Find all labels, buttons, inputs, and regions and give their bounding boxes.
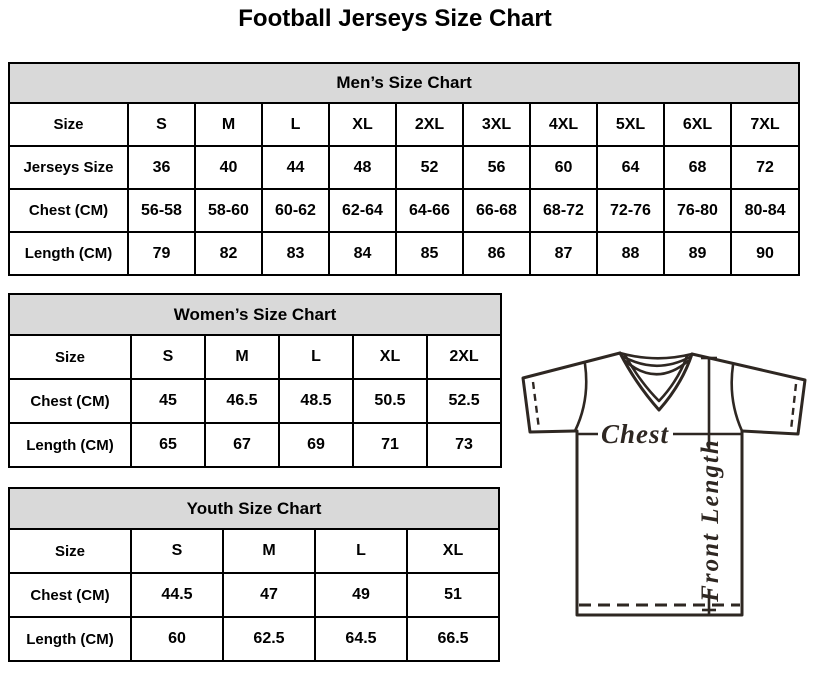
table-title-row: [9, 294, 501, 335]
value-cell: 82: [195, 232, 262, 275]
value-cell: 60-62: [262, 189, 329, 232]
value-cell: 83: [262, 232, 329, 275]
value-cell: 62.5: [223, 617, 315, 661]
value-cell: 71: [353, 423, 427, 467]
front-length-label: Front Length: [697, 438, 724, 602]
table-row: [9, 529, 499, 573]
table-title: Women’s Size Chart: [9, 294, 501, 335]
value-cell: 84: [329, 232, 396, 275]
row-label-cell: Chest (CM): [9, 189, 128, 232]
table-title: Youth Size Chart: [9, 488, 499, 529]
table-row: [9, 232, 799, 275]
jersey-left-armhole-seam: [575, 364, 586, 431]
womens-size-table: [8, 293, 502, 468]
row-label-cell: Size: [9, 529, 131, 573]
page-title: Football Jerseys Size Chart: [238, 5, 552, 32]
jersey-measurement-diagram: [512, 338, 812, 638]
value-cell: 56: [463, 146, 530, 189]
value-cell: 79: [128, 232, 195, 275]
table-row: [9, 617, 499, 661]
column-header-cell: XL: [353, 335, 427, 379]
table-row: [9, 335, 501, 379]
value-cell: 67: [205, 423, 279, 467]
value-cell: 40: [195, 146, 262, 189]
column-header-cell: L: [279, 335, 353, 379]
youth-size-table: [8, 487, 500, 662]
column-header-cell: 6XL: [664, 103, 731, 146]
table-row: [9, 146, 799, 189]
column-header-cell: 7XL: [731, 103, 799, 146]
table-title-row: [9, 488, 499, 529]
table-row: [9, 379, 501, 423]
value-cell: 80-84: [731, 189, 799, 232]
value-cell: 76-80: [664, 189, 731, 232]
value-cell: 52.5: [427, 379, 501, 423]
row-label-cell: Size: [9, 103, 128, 146]
value-cell: 52: [396, 146, 463, 189]
right-cuff-dashed-seam: [791, 384, 796, 430]
value-cell: 46.5: [205, 379, 279, 423]
value-cell: 51: [407, 573, 499, 617]
row-label-cell: Size: [9, 335, 131, 379]
jersey-right-armhole-seam: [732, 365, 742, 431]
column-header-cell: S: [131, 529, 223, 573]
value-cell: 58-60: [195, 189, 262, 232]
value-cell: 64.5: [315, 617, 407, 661]
row-label-cell: Chest (CM): [9, 573, 131, 617]
table-row: [9, 573, 499, 617]
value-cell: 65: [131, 423, 205, 467]
column-header-cell: M: [223, 529, 315, 573]
value-cell: 49: [315, 573, 407, 617]
mens-size-table: [8, 62, 800, 276]
value-cell: 56-58: [128, 189, 195, 232]
column-header-cell: 4XL: [530, 103, 597, 146]
row-label-cell: Length (CM): [9, 617, 131, 661]
value-cell: 87: [530, 232, 597, 275]
column-header-cell: M: [195, 103, 262, 146]
value-cell: 48.5: [279, 379, 353, 423]
column-header-cell: 2XL: [427, 335, 501, 379]
value-cell: 48: [329, 146, 396, 189]
column-header-cell: 5XL: [597, 103, 664, 146]
value-cell: 66-68: [463, 189, 530, 232]
row-label-cell: Chest (CM): [9, 379, 131, 423]
value-cell: 47: [223, 573, 315, 617]
value-cell: 66.5: [407, 617, 499, 661]
chest-label: Chest: [600, 419, 670, 449]
jersey-collar-top: [620, 353, 692, 358]
value-cell: 72: [731, 146, 799, 189]
column-header-cell: S: [128, 103, 195, 146]
value-cell: 36: [128, 146, 195, 189]
value-cell: 88: [597, 232, 664, 275]
value-cell: 60: [131, 617, 223, 661]
column-header-cell: S: [131, 335, 205, 379]
value-cell: 62-64: [329, 189, 396, 232]
value-cell: 64-66: [396, 189, 463, 232]
column-header-cell: L: [262, 103, 329, 146]
column-header-cell: XL: [407, 529, 499, 573]
value-cell: 45: [131, 379, 205, 423]
table-row: [9, 423, 501, 467]
table-row: [9, 189, 799, 232]
column-header-cell: 3XL: [463, 103, 530, 146]
column-header-cell: XL: [329, 103, 396, 146]
row-label-cell: Length (CM): [9, 232, 128, 275]
column-header-cell: L: [315, 529, 407, 573]
column-header-cell: M: [205, 335, 279, 379]
table-row: [9, 103, 799, 146]
value-cell: 64: [597, 146, 664, 189]
value-cell: 68-72: [530, 189, 597, 232]
left-cuff-dashed-seam: [533, 382, 539, 429]
value-cell: 44: [262, 146, 329, 189]
value-cell: 50.5: [353, 379, 427, 423]
value-cell: 86: [463, 232, 530, 275]
value-cell: 72-76: [597, 189, 664, 232]
value-cell: 44.5: [131, 573, 223, 617]
value-cell: 89: [664, 232, 731, 275]
value-cell: 69: [279, 423, 353, 467]
value-cell: 68: [664, 146, 731, 189]
table-title-row: [9, 63, 799, 103]
value-cell: 60: [530, 146, 597, 189]
value-cell: 85: [396, 232, 463, 275]
column-header-cell: 2XL: [396, 103, 463, 146]
row-label-cell: Length (CM): [9, 423, 131, 467]
value-cell: 90: [731, 232, 799, 275]
row-label-cell: Jerseys Size: [9, 146, 128, 189]
value-cell: 73: [427, 423, 501, 467]
table-title: Men’s Size Chart: [9, 63, 799, 103]
